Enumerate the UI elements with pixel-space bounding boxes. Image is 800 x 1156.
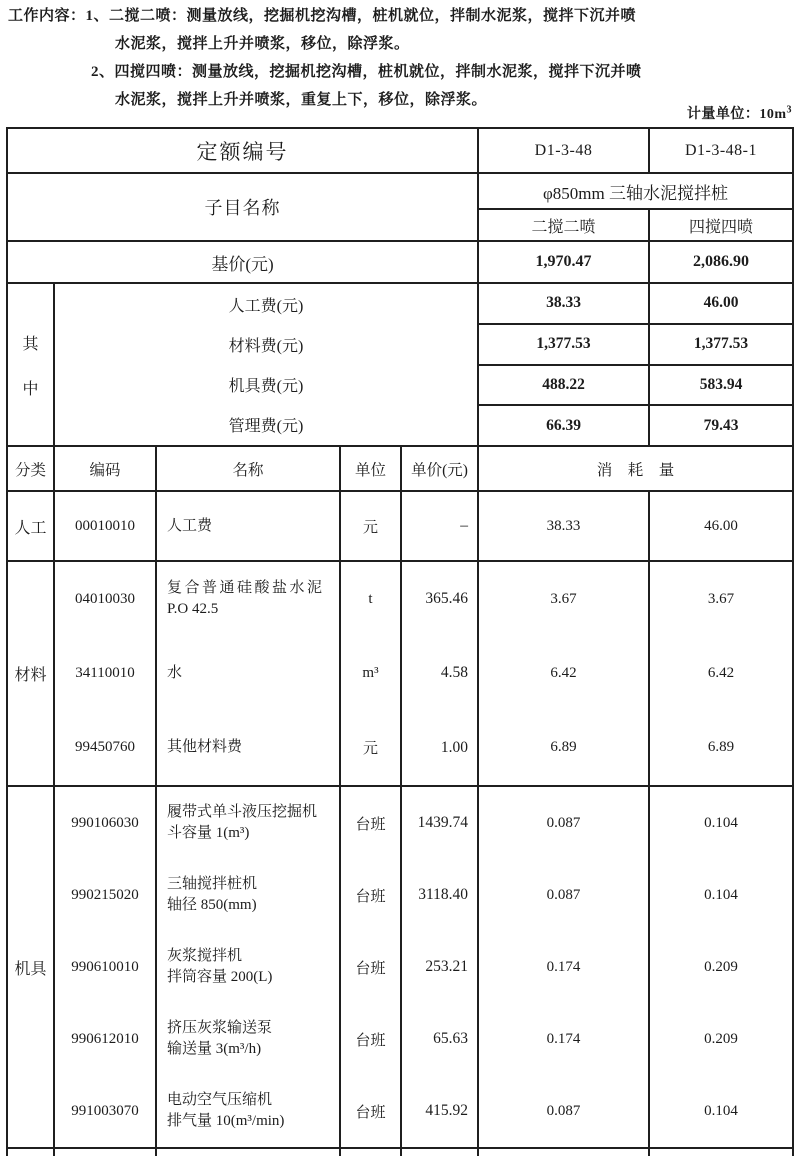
header-consumption: 消 耗 量 — [596, 461, 675, 479]
header-category: 分类 — [8, 447, 55, 490]
item-unit: 元 — [341, 492, 402, 560]
item-unit: 元 — [341, 711, 402, 785]
base-price-row — [8, 242, 792, 284]
item-unit: 台班 — [341, 1003, 402, 1075]
item-consumption-1: 0.087 — [479, 1075, 650, 1147]
item-name — [157, 711, 341, 785]
item-name — [157, 1003, 341, 1075]
quota-table — [6, 127, 794, 1156]
measure-unit-note — [687, 103, 792, 123]
item-name-row — [8, 174, 792, 242]
among-char-1: 其 — [22, 335, 39, 353]
table-row — [55, 1003, 792, 1075]
among-fee-values — [479, 284, 792, 445]
item-name-line-2: 排气量 10(m³/min) — [167, 1113, 285, 1129]
item-name-line-1: 水 — [167, 664, 183, 681]
labor-section — [8, 492, 792, 562]
stub-cell — [402, 1149, 479, 1156]
item-name-right — [479, 174, 792, 240]
base-price-label: 基价(元) — [8, 242, 479, 282]
table-row — [55, 1075, 792, 1147]
fee-management-value-1: 66.39 — [479, 406, 650, 445]
item-name — [157, 562, 341, 636]
fee-machine-value-2: 583.94 — [699, 375, 743, 393]
item-code: 991003070 — [55, 1075, 157, 1147]
item-unit-price: 365.46 — [402, 562, 479, 636]
item-name-line-1: 挤压灰浆输送泵 — [167, 1020, 273, 1036]
item-unit-price: 3118.40 — [402, 859, 479, 931]
item-consumption-2: 0.104 — [704, 1102, 738, 1119]
labor-category-label: 人工 — [8, 492, 55, 560]
item-name — [157, 931, 341, 1003]
item-unit-price: 1.00 — [402, 711, 479, 785]
fee-management-value-2: 79.43 — [703, 416, 739, 434]
item-variant-1: 二搅二喷 — [479, 210, 650, 240]
item-name-line-2: P.O 42.5 — [167, 601, 219, 618]
item-name-line-1: 灰浆搅拌机 — [167, 948, 243, 964]
item-consumption-2: 6.89 — [707, 739, 735, 756]
quota-code-1: D1-3-48 — [479, 129, 650, 172]
item-consumption-1: 0.087 — [479, 859, 650, 931]
work-content-line-3: 2、四搅四喷：测量放线，挖掘机挖沟槽，桩机就位，拌制水泥浆，搅拌下沉并喷 — [91, 64, 642, 80]
item-consumption-1: 6.89 — [479, 711, 650, 785]
measure-unit-value: 10m — [759, 107, 787, 122]
item-consumption-1: 0.174 — [479, 931, 650, 1003]
item-unit: 台班 — [341, 931, 402, 1003]
item-consumption-2: 6.42 — [707, 664, 735, 681]
item-unit-price: 253.21 — [402, 931, 479, 1003]
machine-category-label: 机具 — [8, 787, 55, 1147]
among-section — [8, 284, 792, 447]
base-price-value-2: 2,086.90 — [693, 253, 749, 270]
machine-section — [8, 787, 792, 1149]
labor-items — [55, 492, 792, 560]
item-name-line-2: 拌筒容量 200(L) — [167, 969, 273, 985]
header-unit-price: 单价(元) — [402, 447, 479, 490]
measure-unit-superscript: 3 — [786, 104, 792, 116]
item-code: 00010010 — [55, 492, 157, 560]
item-consumption-2: 0.209 — [704, 958, 738, 975]
material-section — [8, 562, 792, 787]
fee-labor-value-2: 46.00 — [703, 294, 739, 312]
material-items — [55, 562, 792, 785]
item-name — [157, 1075, 341, 1147]
stub-cell — [341, 1149, 402, 1156]
header-unit: 单位 — [341, 447, 402, 490]
item-consumption-1: 38.33 — [479, 492, 650, 560]
item-name — [157, 636, 341, 710]
item-name — [157, 859, 341, 931]
table-row — [55, 859, 792, 931]
item-name-label: 子目名称 — [8, 174, 479, 240]
item-name-line-1: 人工费 — [167, 517, 213, 534]
detail-header-row — [8, 447, 792, 492]
fee-row-labor — [479, 284, 792, 325]
item-consumption-2: 0.104 — [704, 886, 738, 903]
item-code: 990610010 — [55, 931, 157, 1003]
item-name — [157, 492, 341, 560]
table-row — [55, 931, 792, 1003]
item-consumption-2: 46.00 — [704, 517, 738, 534]
fee-label-material: 材料费(元) — [228, 337, 304, 355]
item-name-line-1: 履带式单斗液压挖掘机 — [167, 804, 318, 820]
item-code: 990215020 — [55, 859, 157, 931]
item-unit-price: 1439.74 — [402, 787, 479, 859]
fee-labor-value-1: 38.33 — [479, 284, 650, 323]
item-consumption-2: 3.67 — [707, 590, 735, 607]
among-char-2: 中 — [22, 380, 39, 398]
fee-label-labor: 人工费(元) — [228, 297, 304, 315]
item-unit-price: – — [402, 492, 479, 560]
table-row — [55, 636, 792, 710]
item-unit-price: 4.58 — [402, 636, 479, 710]
among-column-label — [8, 284, 55, 445]
item-consumption-1: 3.67 — [479, 562, 650, 636]
item-code: 990612010 — [55, 1003, 157, 1075]
table-row — [55, 562, 792, 636]
item-name-line-1: 复合普通硅酸盐水泥 — [167, 580, 325, 597]
item-name-line-2: 轴径 850(mm) — [167, 897, 257, 913]
item-unit-price: 65.63 — [402, 1003, 479, 1075]
quota-code-2: D1-3-48-1 — [684, 141, 758, 159]
quota-number-label: 定额编号 — [8, 129, 479, 172]
fee-material-value-2: 1,377.53 — [693, 335, 749, 353]
fee-label-management: 管理费(元) — [228, 418, 304, 436]
table-row — [55, 711, 792, 785]
fee-material-value-1: 1,377.53 — [479, 325, 650, 364]
item-unit: 台班 — [341, 787, 402, 859]
base-price-value-1: 1,970.47 — [479, 242, 650, 282]
fee-label-machine: 机具费(元) — [228, 378, 304, 396]
fee-row-management — [479, 406, 792, 445]
stub-cell — [8, 1149, 55, 1156]
item-consumption-1: 0.087 — [479, 787, 650, 859]
item-unit: m³ — [341, 636, 402, 710]
among-fee-labels — [55, 284, 479, 445]
table-row — [55, 787, 792, 859]
item-unit: 台班 — [341, 1075, 402, 1147]
item-consumption-2: 0.104 — [704, 814, 738, 831]
item-name-line-1: 其他材料费 — [167, 739, 243, 756]
item-name-line-1: 电动空气压缩机 — [167, 1092, 273, 1108]
item-name-line-1: 三轴搅拌桩机 — [167, 876, 258, 892]
table-row — [55, 492, 792, 560]
stub-cell — [157, 1149, 341, 1156]
work-content-line-1: 工作内容：1、二搅二喷：测量放线，挖掘机挖沟槽，桩机就位，拌制水泥浆，搅拌下沉并喷 — [8, 8, 637, 24]
work-content-line-4: 水泥浆，搅拌上升并喷浆，重复上下，移位，除浮浆。 — [115, 92, 488, 108]
item-code: 04010030 — [55, 562, 157, 636]
stub-cell — [479, 1149, 650, 1156]
item-consumption-1: 6.42 — [479, 636, 650, 710]
item-name — [157, 787, 341, 859]
cutoff-stub-row — [8, 1149, 792, 1156]
material-category-label: 材料 — [8, 562, 55, 785]
work-content-line-2: 水泥浆，搅拌上升并喷浆，移位，除浮浆。 — [115, 36, 410, 52]
item-consumption-2: 0.209 — [704, 1030, 738, 1047]
item-name-line-2: 斗容量 1(m³) — [167, 825, 250, 841]
header-name: 名称 — [157, 447, 341, 490]
item-variant-2: 四搅四喷 — [688, 218, 753, 236]
item-unit: t — [341, 562, 402, 636]
quota-number-row — [8, 129, 792, 174]
item-unit-price: 415.92 — [402, 1075, 479, 1147]
stub-cell — [55, 1149, 157, 1156]
item-unit: 台班 — [341, 859, 402, 931]
item-code: 99450760 — [55, 711, 157, 785]
fee-row-machine — [479, 366, 792, 407]
item-consumption-1: 0.174 — [479, 1003, 650, 1075]
stub-cell — [650, 1149, 792, 1156]
header-code: 编码 — [55, 447, 157, 490]
measure-unit-label: 计量单位： — [686, 107, 760, 122]
work-content — [8, 2, 792, 114]
fee-row-material — [479, 325, 792, 366]
item-name-line-2: 输送量 3(m³/h) — [167, 1041, 262, 1057]
item-code: 34110010 — [55, 636, 157, 710]
machine-items — [55, 787, 792, 1147]
item-name-value: φ850mm 三轴水泥搅拌桩 — [479, 174, 792, 210]
fee-machine-value-1: 488.22 — [479, 366, 650, 405]
item-code: 990106030 — [55, 787, 157, 859]
item-variants-row — [479, 210, 792, 240]
